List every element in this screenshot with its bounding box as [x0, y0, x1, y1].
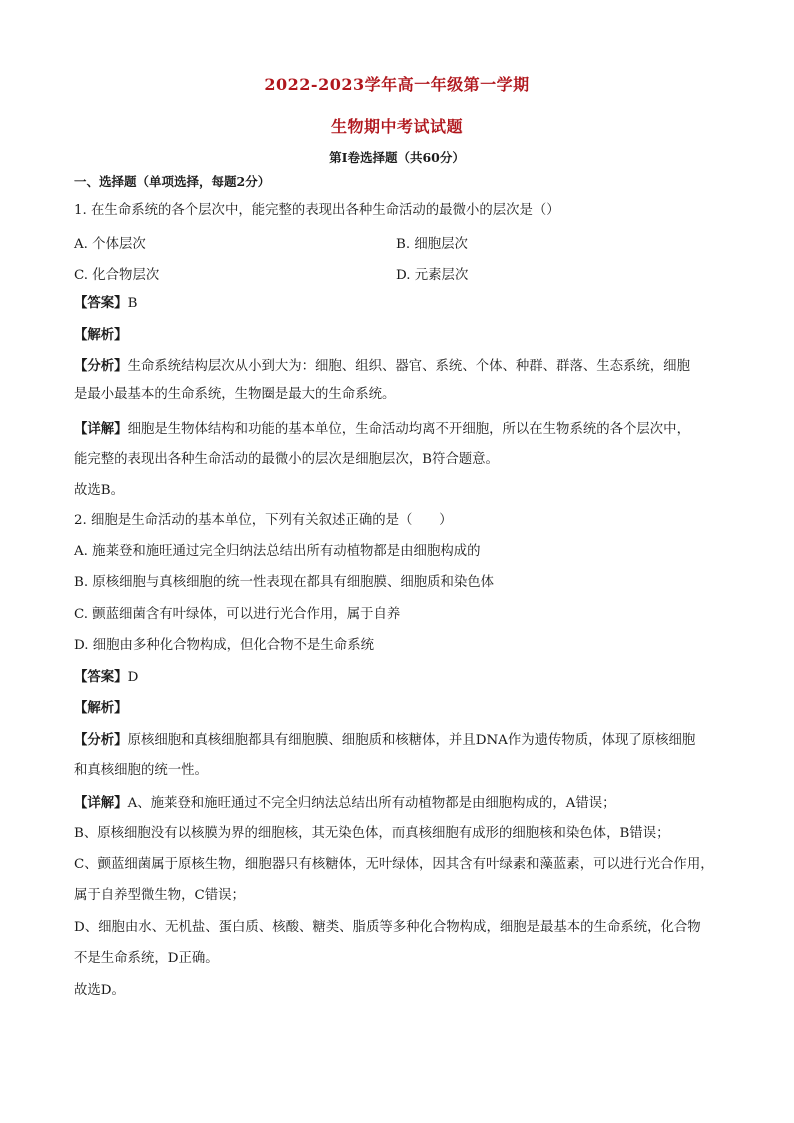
question-2-xiangjie-line-3: C、颤蓝细菌属于原核生物，细胞器只有核糖体，无叶绿体，因其含有叶绿素和藻蓝素，可以进行光合作用， — [74, 857, 714, 872]
question-1-stem: 1. 在生命系统的各个层次中，能完整的表现出各种生命活动的最微小的层次是（） — [74, 203, 560, 218]
question-2-xiangjie-line-6: 不是生命系统，D正确。 — [74, 951, 219, 966]
analysis-label: 【解析】 — [74, 700, 128, 716]
question-1-answer — [74, 295, 734, 312]
xiangjie-text: A、施莱登和施旺通过不完全归纳法总结出所有动植物都是由细胞构成的，A错误； — [127, 796, 616, 811]
exam-subtitle: 生物期中考试试题 — [330, 117, 463, 136]
question-1-option-a: A. 个体层次 — [74, 237, 146, 252]
question-1-fenxi-line-1 — [74, 358, 734, 375]
question-2-option-d: D. 细胞由多种化合物构成，但化合物不是生命系统 — [74, 638, 374, 653]
question-2-xiangjie-line-5: D、细胞由水、无机盐、蛋白质、核酸、糖类、脂质等多种化合物构成，细胞是最基本的生命系统，化合物 — [74, 920, 701, 935]
question-2-conclusion: 故选D。 — [74, 983, 125, 998]
part-heading: 一、选择题（单项选择，每题2分） — [74, 174, 271, 189]
question-1-conclusion: 故选B。 — [74, 483, 125, 498]
fenxi-label: 【分析】 — [74, 732, 128, 748]
question-1-fenxi-line-2: 是最小最基本的生命系统，生物圈是最大的生命系统。 — [74, 387, 396, 402]
fenxi-label: 【分析】 — [74, 358, 128, 374]
question-2-fenxi-line-2: 和真核细胞的统一性。 — [74, 763, 208, 778]
question-1-xiangjie-line-1 — [74, 421, 734, 438]
question-1-option-d: D. 元素层次 — [396, 268, 469, 283]
xiangjie-label: 【详解】 — [74, 795, 128, 811]
fenxi-text: 原核细胞和真核细胞都具有细胞膜、细胞质和核糖体，并且DNA作为遗传物质，体现了原核细胞 — [127, 733, 696, 748]
question-2-option-a: A. 施莱登和施旺通过完全归纳法总结出所有动植物都是由细胞构成的 — [74, 544, 481, 559]
question-2-fenxi-line-1 — [74, 732, 734, 749]
exam-title: 2022-2023学年高一年级第一学期 — [264, 75, 530, 94]
question-2-option-b: B. 原核细胞与真核细胞的统一性表现在都具有细胞膜、细胞质和染色体 — [74, 575, 495, 590]
question-1-option-b: B. 细胞层次 — [396, 237, 468, 252]
answer-value: D — [127, 670, 139, 685]
xiangjie-text: 细胞是生物体结构和功能的基本单位，生命活动均离不开细胞，所以在生物系统的各个层次中， — [127, 422, 690, 437]
xiangjie-label: 【详解】 — [74, 421, 128, 437]
question-2-stem: 2. 细胞是生命活动的基本单位，下列有关叙述正确的是（ ） — [74, 513, 453, 528]
question-2-xiangjie-line-4: 属于自养型微生物，C错误； — [74, 888, 245, 903]
question-2-xiangjie-line-1 — [74, 795, 734, 812]
fenxi-text: 生命系统结构层次从小到大为：细胞、组织、器官、系统、个体、种群、群落、生态系统，细胞 — [127, 359, 690, 374]
answer-label: 【答案】 — [74, 669, 128, 685]
analysis-label: 【解析】 — [74, 327, 128, 343]
answer-label: 【答案】 — [74, 295, 128, 311]
question-2-option-c: C. 颤蓝细菌含有叶绿体，可以进行光合作用，属于自养 — [74, 607, 401, 622]
question-1-option-c: C. 化合物层次 — [74, 268, 160, 283]
section-heading: 第Ⅰ卷选择题（共60分） — [329, 150, 465, 165]
question-2-answer — [74, 669, 734, 686]
question-1-xiangjie-line-2: 能完整的表现出各种生命活动的最微小的层次是细胞层次，B符合题意。 — [74, 452, 499, 467]
answer-value: B — [127, 296, 138, 311]
question-2-xiangjie-line-2: B、原核细胞没有以核膜为界的细胞核，其无染色体，而真核细胞有成形的细胞核和染色体，B错误； — [74, 826, 670, 841]
